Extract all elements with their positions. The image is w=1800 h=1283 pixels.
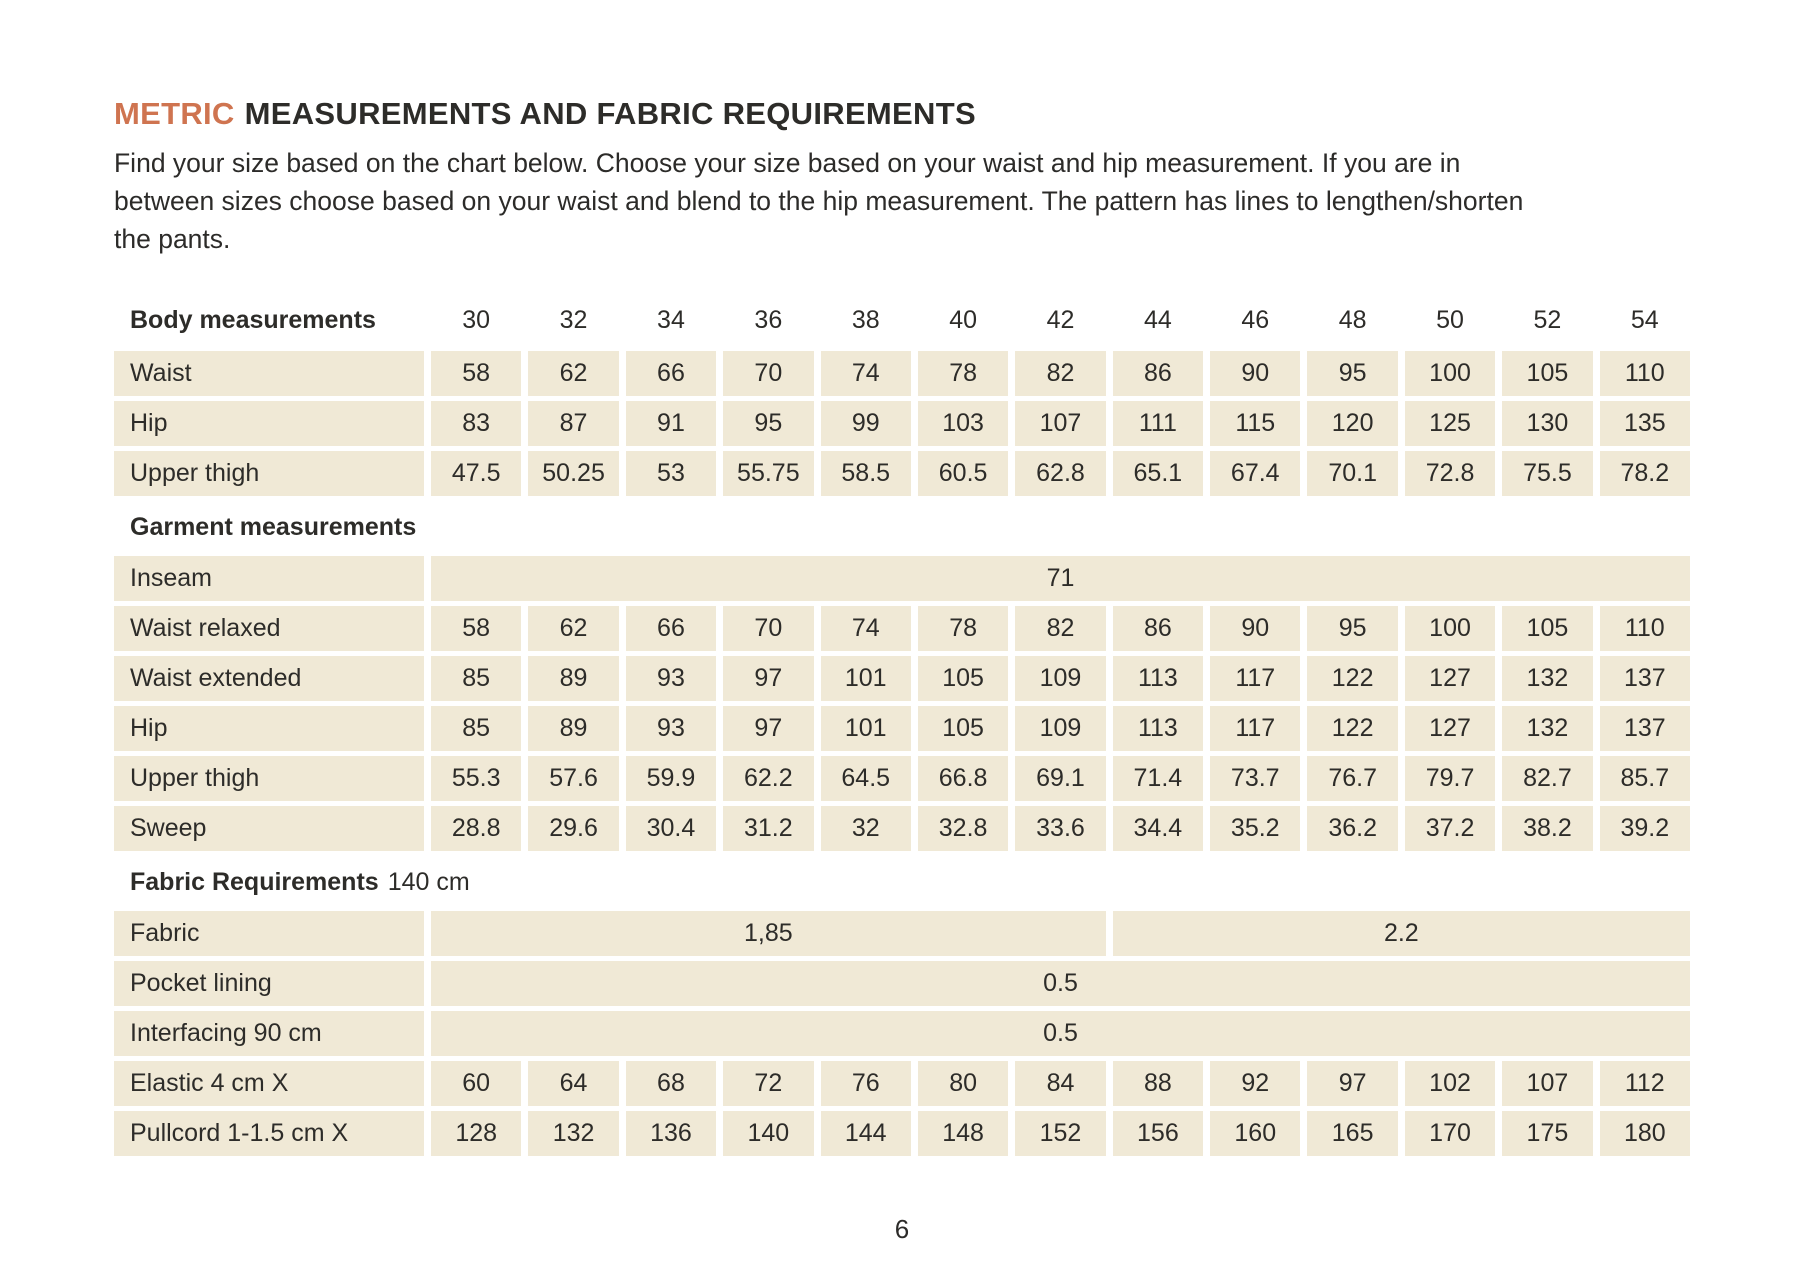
- table-row: [114, 1011, 1690, 1056]
- table-row: [114, 1061, 1690, 1106]
- value-cell: 101: [821, 706, 911, 751]
- value-cell: 76.7: [1307, 756, 1397, 801]
- value-cell: 70: [723, 606, 813, 651]
- value-cell: 152: [1015, 1111, 1105, 1156]
- value-cell: 70: [723, 351, 813, 396]
- value-cell: 75.5: [1502, 451, 1592, 496]
- value-cell: 64: [528, 1061, 618, 1106]
- section-heading-label: Garment measurements: [130, 512, 417, 541]
- value-cell: 37.2: [1405, 806, 1495, 851]
- size-header-cell: 46: [1241, 305, 1270, 334]
- page-number: 6: [894, 1214, 910, 1244]
- table-row: [114, 706, 1690, 751]
- value-cell: 34.4: [1113, 806, 1203, 851]
- merged-value-cell: 2.2: [1113, 911, 1690, 956]
- intro-line-2: between sizes choose based on your waist and blend to the hip measurement. The pattern has lines to lengthen/shorten: [114, 186, 1524, 216]
- table-row: [114, 451, 1690, 496]
- value-cell: 58.5: [821, 451, 911, 496]
- value-cell: 28.8: [431, 806, 521, 851]
- table-row: [114, 911, 1690, 956]
- value-cell: 55.3: [431, 756, 521, 801]
- value-cell: 93: [626, 656, 716, 701]
- measurements-table: [114, 302, 1690, 1156]
- value-cell: 86: [1113, 606, 1203, 651]
- value-cell: 156: [1113, 1111, 1203, 1156]
- row-label: Waist: [114, 351, 424, 396]
- value-cell: 55.75: [723, 451, 813, 496]
- value-cell: 95: [1307, 606, 1397, 651]
- value-cell: 78.2: [1600, 451, 1690, 496]
- value-cell: 33.6: [1015, 806, 1105, 851]
- value-cell: 89: [528, 656, 618, 701]
- row-label: Sweep: [114, 806, 424, 851]
- value-cell: 135: [1600, 401, 1690, 446]
- value-cell: 80: [918, 1061, 1008, 1106]
- section-heading: [114, 514, 1690, 540]
- value-cell: 84: [1015, 1061, 1105, 1106]
- value-cell: 102: [1405, 1061, 1495, 1106]
- value-cell: 32: [821, 806, 911, 851]
- value-cell: 38.2: [1502, 806, 1592, 851]
- value-cell: 35.2: [1210, 806, 1300, 851]
- value-cell: 58: [431, 351, 521, 396]
- value-cell: 85: [431, 706, 521, 751]
- size-header-cell: 38: [851, 305, 880, 334]
- size-header-cell: 48: [1338, 305, 1367, 334]
- value-cell: 70.1: [1307, 451, 1397, 496]
- value-cell: 101: [821, 656, 911, 701]
- size-header-cell: 34: [657, 305, 685, 334]
- merged-value-cell: 1,85: [431, 911, 1106, 956]
- value-cell: 72: [723, 1061, 813, 1106]
- value-cell: 95: [1307, 351, 1397, 396]
- value-cell: 59.9: [626, 756, 716, 801]
- value-cell: 132: [528, 1111, 618, 1156]
- value-cell: 66: [626, 351, 716, 396]
- value-cell: 92: [1210, 1061, 1300, 1106]
- value-cell: 137: [1600, 706, 1690, 751]
- value-cell: 165: [1307, 1111, 1397, 1156]
- row-label: Hip: [114, 706, 424, 751]
- value-cell: 91: [626, 401, 716, 446]
- value-cell: 103: [918, 401, 1008, 446]
- value-cell: 71.4: [1113, 756, 1203, 801]
- value-cell: 39.2: [1600, 806, 1690, 851]
- value-cell: 111: [1113, 401, 1203, 446]
- value-cell: 36.2: [1307, 806, 1397, 851]
- intro-paragraph: [114, 144, 1690, 258]
- section-heading-label: Fabric Requirements: [130, 867, 379, 896]
- value-cell: 64.5: [821, 756, 911, 801]
- value-cell: 89: [528, 706, 618, 751]
- table-row: [114, 806, 1690, 851]
- value-cell: 79.7: [1405, 756, 1495, 801]
- value-cell: 99: [821, 401, 911, 446]
- row-label: Hip: [114, 401, 424, 446]
- size-header-cell: 30: [462, 305, 491, 334]
- value-cell: 67.4: [1210, 451, 1300, 496]
- intro-line-1: Find your size based on the chart below. Choose your size based on your waist and hip measurement. If you are in: [114, 148, 1461, 178]
- title-rest: MEASUREMENTS AND FABRIC REQUIREMENTS: [244, 96, 976, 131]
- row-label: Fabric: [114, 911, 424, 956]
- value-cell: 82.7: [1502, 756, 1592, 801]
- table-row: [114, 606, 1690, 651]
- size-header-cell: 40: [949, 305, 978, 334]
- row-label: Upper thigh: [114, 451, 424, 496]
- value-cell: 140: [723, 1111, 813, 1156]
- intro-line-3: the pants.: [114, 224, 231, 254]
- value-cell: 144: [821, 1111, 911, 1156]
- row-label: Interfacing 90 cm: [114, 1011, 424, 1056]
- row-label: Inseam: [114, 556, 424, 601]
- value-cell: 120: [1307, 401, 1397, 446]
- section-heading-suffix: 140 cm: [387, 867, 470, 896]
- value-cell: 47.5: [431, 451, 521, 496]
- value-cell: 82: [1015, 351, 1105, 396]
- table-row: [114, 401, 1690, 446]
- value-cell: 100: [1405, 351, 1495, 396]
- value-cell: 127: [1405, 706, 1495, 751]
- value-cell: 76: [821, 1061, 911, 1106]
- row-label: Elastic 4 cm X: [114, 1061, 424, 1106]
- value-cell: 113: [1113, 656, 1203, 701]
- value-cell: 50.25: [528, 451, 618, 496]
- value-cell: 137: [1600, 656, 1690, 701]
- value-cell: 97: [1307, 1061, 1397, 1106]
- size-header-cell: 52: [1533, 305, 1562, 334]
- size-header-cell: 54: [1630, 305, 1659, 334]
- value-cell: 113: [1113, 706, 1203, 751]
- value-cell: 105: [918, 656, 1008, 701]
- value-cell: 85.7: [1600, 756, 1690, 801]
- value-cell: 62.2: [723, 756, 813, 801]
- value-cell: 95: [723, 401, 813, 446]
- value-cell: 115: [1210, 401, 1300, 446]
- title-highlight: METRIC: [114, 96, 235, 131]
- value-cell: 87: [528, 401, 618, 446]
- row-label: Upper thigh: [114, 756, 424, 801]
- row-label: Waist extended: [114, 656, 424, 701]
- value-cell: 66: [626, 606, 716, 651]
- value-cell: 90: [1210, 351, 1300, 396]
- value-cell: 60: [431, 1061, 521, 1106]
- value-cell: 73.7: [1210, 756, 1300, 801]
- value-cell: 85: [431, 656, 521, 701]
- value-cell: 105: [1502, 606, 1592, 651]
- value-cell: 122: [1307, 656, 1397, 701]
- value-cell: 69.1: [1015, 756, 1105, 801]
- value-cell: 74: [821, 606, 911, 651]
- value-cell: 74: [821, 351, 911, 396]
- value-cell: 160: [1210, 1111, 1300, 1156]
- row-label: Body measurements: [130, 305, 376, 334]
- value-cell: 117: [1210, 656, 1300, 701]
- size-header-cell: 42: [1046, 305, 1075, 334]
- value-cell: 78: [918, 351, 1008, 396]
- value-cell: 100: [1405, 606, 1495, 651]
- table-row: [114, 656, 1690, 701]
- value-cell: 82: [1015, 606, 1105, 651]
- value-cell: 31.2: [723, 806, 813, 851]
- size-header-cell: 50: [1436, 305, 1464, 334]
- size-header-cell: 36: [754, 305, 783, 334]
- row-label: Pullcord 1-1.5 cm X: [114, 1111, 424, 1156]
- table-header-row: [114, 302, 1690, 338]
- value-cell: 57.6: [528, 756, 618, 801]
- value-cell: 132: [1502, 656, 1592, 701]
- merged-value-cell: 0.5: [431, 1011, 1690, 1056]
- value-cell: 90: [1210, 606, 1300, 651]
- section-heading: [114, 869, 1690, 895]
- value-cell: 65.1: [1113, 451, 1203, 496]
- value-cell: 132: [1502, 706, 1592, 751]
- value-cell: 122: [1307, 706, 1397, 751]
- value-cell: 180: [1600, 1111, 1690, 1156]
- value-cell: 60.5: [918, 451, 1008, 496]
- value-cell: 72.8: [1405, 451, 1495, 496]
- value-cell: 66.8: [918, 756, 1008, 801]
- row-label: Waist relaxed: [114, 606, 424, 651]
- value-cell: 30.4: [626, 806, 716, 851]
- value-cell: 105: [918, 706, 1008, 751]
- value-cell: 130: [1502, 401, 1592, 446]
- value-cell: 58: [431, 606, 521, 651]
- merged-value-cell: 0.5: [431, 961, 1690, 1006]
- value-cell: 117: [1210, 706, 1300, 751]
- value-cell: 29.6: [528, 806, 618, 851]
- value-cell: 86: [1113, 351, 1203, 396]
- value-cell: 53: [626, 451, 716, 496]
- value-cell: 88: [1113, 1061, 1203, 1106]
- value-cell: 62.8: [1015, 451, 1105, 496]
- value-cell: 107: [1502, 1061, 1592, 1106]
- value-cell: 127: [1405, 656, 1495, 701]
- value-cell: 109: [1015, 706, 1105, 751]
- table-row: [114, 961, 1690, 1006]
- value-cell: 109: [1015, 656, 1105, 701]
- value-cell: 110: [1600, 606, 1690, 651]
- value-cell: 32.8: [918, 806, 1008, 851]
- value-cell: 105: [1502, 351, 1592, 396]
- value-cell: 97: [723, 706, 813, 751]
- value-cell: 170: [1405, 1111, 1495, 1156]
- value-cell: 97: [723, 656, 813, 701]
- value-cell: 68: [626, 1061, 716, 1106]
- value-cell: 112: [1600, 1061, 1690, 1106]
- size-header-cell: 44: [1143, 305, 1172, 334]
- value-cell: 62: [528, 606, 618, 651]
- table-row: [114, 1111, 1690, 1156]
- table-row: [114, 756, 1690, 801]
- page-title: [114, 96, 1690, 132]
- value-cell: 62: [528, 351, 618, 396]
- value-cell: 107: [1015, 401, 1105, 446]
- value-cell: 93: [626, 706, 716, 751]
- value-cell: 78: [918, 606, 1008, 651]
- value-cell: 83: [431, 401, 521, 446]
- value-cell: 175: [1502, 1111, 1592, 1156]
- merged-value-cell: 71: [431, 556, 1690, 601]
- value-cell: 128: [431, 1111, 521, 1156]
- size-header-cell: 32: [559, 305, 588, 334]
- table-row: [114, 351, 1690, 396]
- table-row: [114, 556, 1690, 601]
- value-cell: 136: [626, 1111, 716, 1156]
- value-cell: 125: [1405, 401, 1495, 446]
- row-label: Pocket lining: [114, 961, 424, 1006]
- value-cell: 110: [1600, 351, 1690, 396]
- value-cell: 148: [918, 1111, 1008, 1156]
